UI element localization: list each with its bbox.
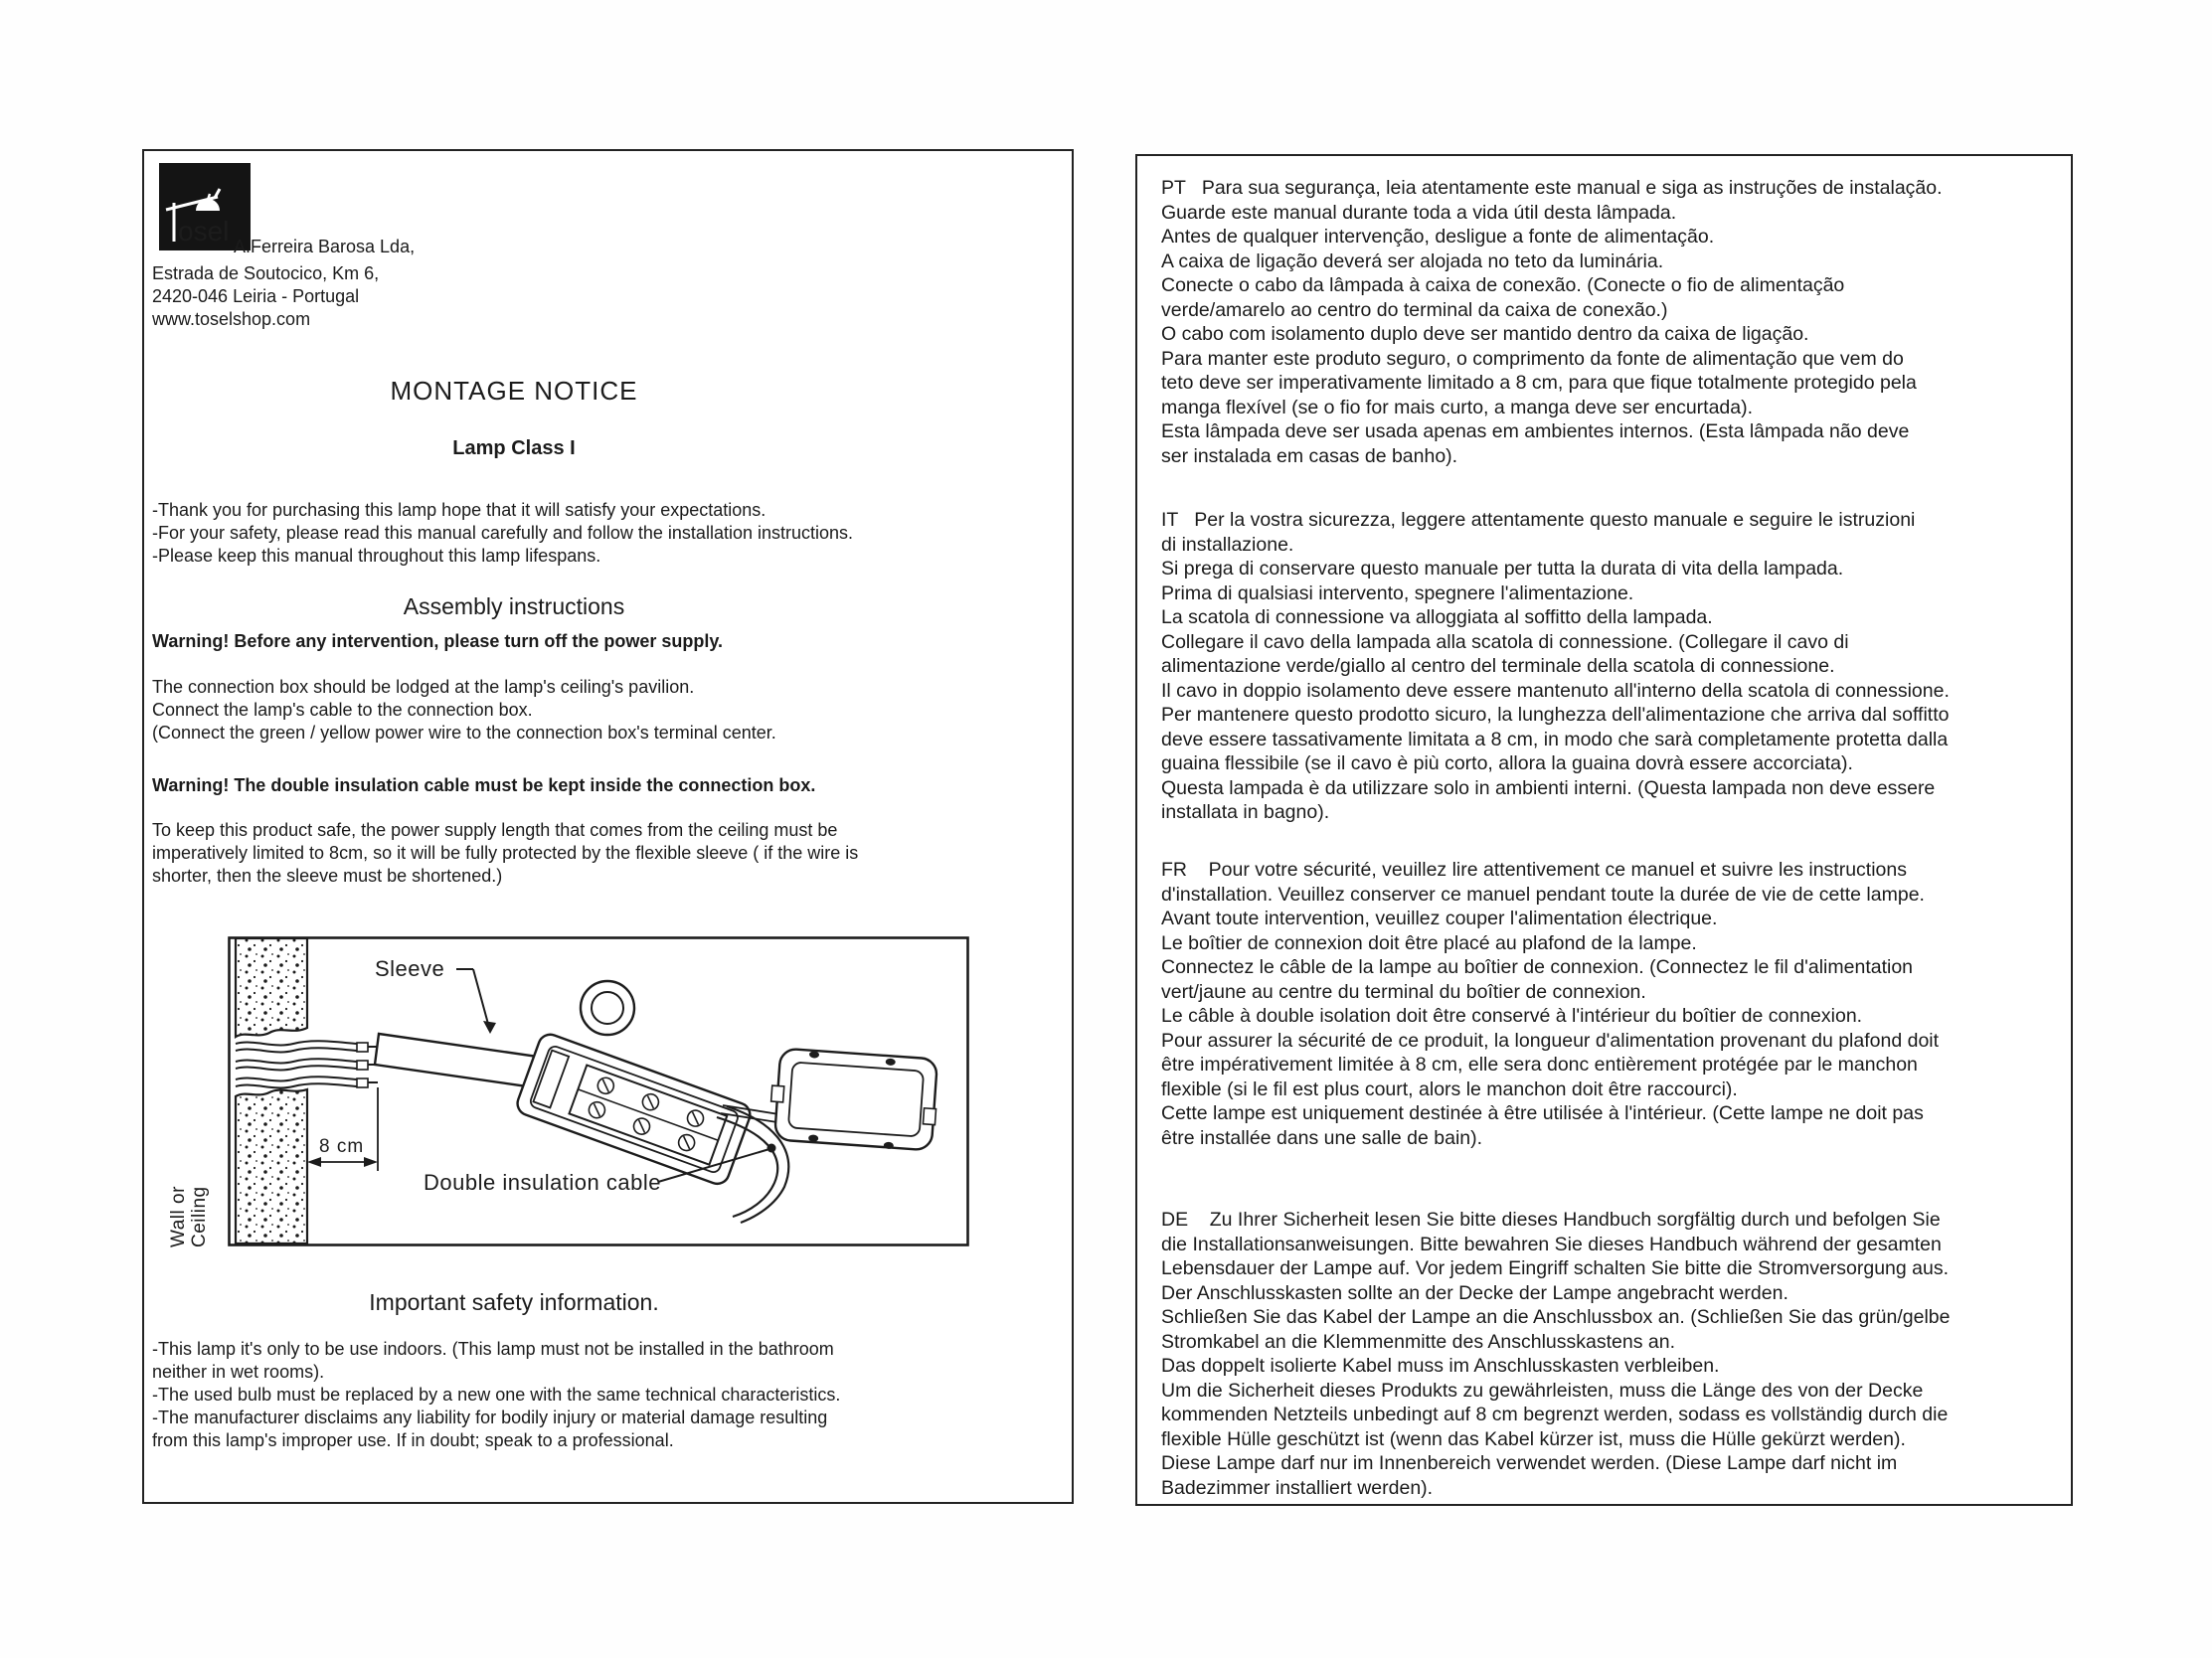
dimension-label: 8 cm xyxy=(319,1136,365,1157)
text-line: Guarde este manual durante toda a vida útil desta lâmpada. xyxy=(1161,201,1677,224)
sleeve-label: Sleeve xyxy=(375,956,445,981)
text-line: -This lamp it's only to be use indoors. (This lamp must not be installed in the bathroom xyxy=(152,1339,834,1359)
page-right xyxy=(1135,154,2073,1506)
text-line: La scatola di connessione va alloggiata al soffitto della lampada. xyxy=(1161,606,1713,628)
text-line: Prima di qualsiasi intervento, spegnere l'alimentazione. xyxy=(1161,581,1634,604)
text-line: DE Zu Ihrer Sicherheit lesen Sie bitte dieses Handbuch sorgfältig durch und befolgen Sie xyxy=(1161,1209,1941,1231)
page-title: MONTAGE NOTICE xyxy=(390,376,638,406)
text-line: die Installationsanweisungen. Bitte bewahren Sie dieses Handbuch während der gesamten xyxy=(1161,1233,1942,1255)
section-de xyxy=(1161,1208,1951,1500)
text-line: O cabo com isolamento duplo deve ser mantido dentro da caixa de ligação. xyxy=(1161,323,1809,345)
assembly-heading: Assembly instructions xyxy=(403,593,625,619)
text-line: Stromkabel an die Klemmenmitte des Anschlusskastens an. xyxy=(1161,1330,1676,1353)
text-line: être impérativement limitée à 8 cm, elle sera donc entièrement protégée par le manchon xyxy=(1161,1054,1918,1076)
text-line: Si prega di conservare questo manuale per tutta la durata di vita della lampada. xyxy=(1161,558,1844,580)
hanging-ring xyxy=(581,981,634,1035)
safety-heading: Important safety information. xyxy=(369,1289,659,1315)
text-line: www.toselshop.com xyxy=(152,309,311,329)
assembly-warning-1: Warning! Before any intervention, please turn off the power supply. xyxy=(152,631,724,651)
text-line: Questa lampada è da utilizzare solo in ambienti interni. (Questa lampada non deve essere xyxy=(1161,776,1936,799)
text-line: To keep this product safe, the power supply length that comes from the ceiling must be xyxy=(152,820,838,840)
cable-pointer-dot xyxy=(767,1144,776,1153)
wall-ceiling-label: Wall or Ceiling xyxy=(168,1186,210,1247)
page-left xyxy=(142,149,1074,1504)
text-line: Badezimmer installiert werden). xyxy=(1161,1476,1434,1499)
text-line: -Please keep this manual throughout this lamp lifespans. xyxy=(152,546,601,566)
text-line: Collegare il cavo della lampada alla scatola di connessione. (Collegare il cavo di xyxy=(1161,630,1849,653)
text-line: vert/jaune au centre du terminal du boîtier de connexion. xyxy=(1161,980,1646,1003)
text-line: A caixa de ligação deverá ser alojada no teto da luminária. xyxy=(1161,249,1664,272)
text-line: -Thank you for purchasing this lamp hope that it will satisfy your expectations. xyxy=(152,500,766,520)
text-line: Lebensdauer der Lampe auf. Vor jedem Eingriff schalten Sie bitte die Stromversorgung aus. xyxy=(1161,1257,1950,1279)
text-line: (Connect the green / yellow power wire to the connection box's terminal center. xyxy=(152,723,776,743)
assembly-body-2 xyxy=(152,819,858,888)
company-address xyxy=(152,262,379,331)
intro-paragraph xyxy=(152,499,853,568)
text-line: -The manufacturer disclaims any liability for bodily injury or material damage resulting xyxy=(152,1408,828,1427)
company-name: A.Ferreira Barosa Lda, xyxy=(234,237,416,256)
text-line: Connect the lamp's cable to the connection box. xyxy=(152,700,533,720)
text-line: -The used bulb must be replaced by a new one with the same technical characteristics. xyxy=(152,1385,841,1405)
text-line: Diese Lampe darf nur im Innenbereich verwendet werden. (Diese Lampe darf nicht im xyxy=(1161,1452,1898,1474)
text-line: installata in bagno). xyxy=(1161,801,1330,823)
box-lid xyxy=(768,1048,939,1152)
text-line: Cette lampe est uniquement destinée à être utilisée à l'intérieur. (Cette lampe ne doit pas xyxy=(1161,1102,1924,1124)
text-line: Le câble à double isolation doit être conservé à l'intérieur du boîtier de connexion. xyxy=(1161,1005,1863,1027)
text-line: shorter, then the sleeve must be shortened.) xyxy=(152,866,503,886)
page-subtitle: Lamp Class I xyxy=(452,437,576,459)
text-line: 2420-046 Leiria - Portugal xyxy=(152,286,360,306)
logo-wordmark: osel xyxy=(178,216,230,247)
text-line: kommenden Netzteils unbedingt auf 8 cm begrenzt werden, sodass es vollständig durch die xyxy=(1161,1404,1949,1425)
text-line: Le boîtier de connexion doit être placé au plafond de la lampe. xyxy=(1161,931,1697,954)
text-line: Para manter este produto seguro, o comprimento da fonte de alimentação que vem do xyxy=(1161,347,1904,370)
text-line: Um die Sicherheit dieses Produkts zu gewährleisten, muss die Länge des von der Decke xyxy=(1161,1379,1924,1402)
text-line: IT Per la vostra sicurezza, leggere attentamente questo manuale e seguire le istruzioni xyxy=(1161,509,1916,531)
cable-label: Double insulation cable xyxy=(424,1170,661,1195)
section-fr xyxy=(1161,858,1939,1150)
text-line: -For your safety, please read this manual carefully and follow the installation instructions. xyxy=(152,523,854,543)
text-line: Connectez le câble de la lampe au boîtier de connexion. (Connectez le fil d'alimentation xyxy=(1161,956,1914,978)
text-line: Der Anschlusskasten sollte an der Decke der Lampe angebracht werden. xyxy=(1161,1281,1788,1304)
text-line: Il cavo in doppio isolamento deve essere mantenuto all'interno della scatola di connessione. xyxy=(1161,679,1950,702)
text-line: from this lamp's improper use. If in doubt; speak to a professional. xyxy=(152,1430,674,1450)
text-line: PT Para sua segurança, leia atentamente este manual e siga as instruções de instalação. xyxy=(1161,177,1943,199)
text-line: manga flexível (se o fio for mais curto, a manga deve ser encurtada). xyxy=(1161,396,1754,418)
text-line: Conecte o cabo da lâmpada à caixa de conexão. (Conecte o fio de alimentação xyxy=(1161,274,1845,296)
section-it xyxy=(1161,508,1950,825)
text-line: Pour assurer la sécurité de ce produit, la longueur d'alimentation provenant du plafond doit xyxy=(1161,1029,1940,1052)
text-line: être installée dans une salle de bain). xyxy=(1161,1126,1483,1149)
text-line: verde/amarelo ao centro do terminal da caixa de conexão.) xyxy=(1161,298,1668,321)
text-line: guaina flessibile (se il cavo è più corto, allora la guaina dovrà essere accorciata). xyxy=(1161,752,1853,774)
safety-paragraph xyxy=(152,1338,840,1452)
text-line: Schließen Sie das Kabel der Lampe an die Anschlussbox an. (Schließen Sie das grün/gelbe xyxy=(1161,1306,1951,1328)
text-line: ser instalada em casas de banho). xyxy=(1161,444,1458,467)
text-line: imperatively limited to 8cm, so it will be fully protected by the flexible sleeve ( if the wire is xyxy=(152,843,859,863)
text-line: Per mantenere questo prodotto sicuro, la lunghezza dell'alimentazione che arriva dal soffitto xyxy=(1161,704,1950,726)
assembly-body-1 xyxy=(152,676,776,745)
text-line: flexible (si le fil est plus court, alors le manchon doit être raccourci). xyxy=(1161,1078,1738,1100)
text-line: neither in wet rooms). xyxy=(152,1362,325,1382)
text-line: alimentazione verde/giallo al centro del terminale della scatola di connessione. xyxy=(1161,655,1835,677)
text-line: deve essere tassativamente limitata a 8 cm, in modo che sarà completamente protetta dalla xyxy=(1161,728,1949,750)
text-line: Antes de qualquer intervenção, desligue a fonte de alimentação. xyxy=(1161,226,1715,248)
assembly-diagram xyxy=(228,936,969,1251)
section-pt xyxy=(1161,176,1943,468)
text-line: Estrada de Soutocico, Km 6, xyxy=(152,263,380,283)
text-line: flexible Hülle geschützt ist (wenn das Kabel kürzer ist, muss die Hülle gekürzt werden). xyxy=(1161,1427,1906,1450)
text-line: teto deve ser imperativamente limitado a 8 cm, para que fique totalmente protegido pela xyxy=(1161,372,1917,394)
text-line: Esta lâmpada deve ser usada apenas em ambientes internos. (Esta lâmpada não deve xyxy=(1161,420,1910,442)
text-line: Das doppelt isolierte Kabel muss im Anschlusskasten verbleiben. xyxy=(1161,1355,1720,1377)
text-line: FR Pour votre sécurité, veuillez lire attentivement ce manuel et suivre les instructions xyxy=(1161,859,1907,881)
text-line: d'installation. Veuillez conserver ce manuel pendant toute la durée de vie de cette lampe. xyxy=(1161,883,1925,906)
text-line: di installazione. xyxy=(1161,533,1294,556)
text-line: The connection box should be lodged at the lamp's ceiling's pavilion. xyxy=(152,677,695,697)
text-line: Avant toute intervention, veuillez couper l'alimentation électrique. xyxy=(1161,908,1718,929)
assembly-warning-2: Warning! The double insulation cable must be kept inside the connection box. xyxy=(152,775,816,795)
